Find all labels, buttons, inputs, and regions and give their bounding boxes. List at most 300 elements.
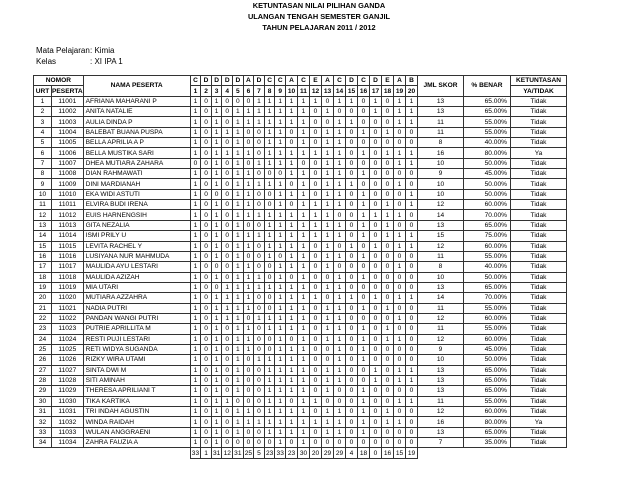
cell-answer[interactable]: 0: [346, 313, 358, 323]
cell-answer[interactable]: 1: [334, 293, 346, 303]
cell-answer[interactable]: 1: [394, 107, 406, 117]
cell-persen-benar[interactable]: 60.00%: [464, 313, 511, 323]
cell-jml-skor[interactable]: 10: [418, 179, 464, 189]
cell-answer[interactable]: 0: [382, 396, 394, 406]
cell-urt[interactable]: 2: [34, 107, 52, 117]
cell-answer[interactable]: 1: [286, 427, 298, 437]
cell-answer[interactable]: 0: [406, 127, 418, 137]
cell-answer[interactable]: 1: [233, 407, 244, 417]
cell-urt[interactable]: 5: [34, 138, 52, 148]
cell-answer[interactable]: 1: [264, 179, 275, 189]
cell-answer[interactable]: 0: [222, 407, 233, 417]
cell-answer[interactable]: 1: [334, 169, 346, 179]
cell-answer[interactable]: 1: [382, 231, 394, 241]
cell-answer[interactable]: 1: [275, 293, 286, 303]
cell-persen-benar[interactable]: 60.00%: [464, 334, 511, 344]
cell-answer[interactable]: 0: [346, 189, 358, 199]
cell-answer[interactable]: 1: [211, 220, 222, 230]
cell-jml-skor[interactable]: 13: [418, 282, 464, 292]
cell-ketuntasan[interactable]: Tidak: [511, 107, 567, 117]
cell-ketuntasan[interactable]: Tidak: [511, 407, 567, 417]
cell-answer[interactable]: 0: [346, 138, 358, 148]
cell-answer[interactable]: 1: [243, 241, 254, 251]
cell-total[interactable]: 33: [276, 449, 284, 457]
cell-answer[interactable]: 0: [346, 231, 358, 241]
cell-jml-skor[interactable]: 16: [418, 417, 464, 427]
cell-jml-skor[interactable]: 8: [418, 138, 464, 148]
cell-peserta[interactable]: 11005: [52, 138, 84, 148]
cell-answer[interactable]: 1: [286, 262, 298, 272]
cell-answer[interactable]: 1: [211, 355, 222, 365]
cell-answer[interactable]: 1: [370, 96, 382, 106]
cell-answer[interactable]: 1: [233, 158, 244, 168]
cell-answer[interactable]: 1: [254, 272, 265, 282]
cell-answer[interactable]: 0: [310, 324, 322, 334]
cell-answer[interactable]: 1: [243, 231, 254, 241]
cell-answer[interactable]: 1: [275, 189, 286, 199]
cell-answer[interactable]: 0: [406, 344, 418, 354]
cell-answer[interactable]: 1: [264, 313, 275, 323]
cell-answer[interactable]: 1: [346, 117, 358, 127]
cell-answer[interactable]: 1: [334, 220, 346, 230]
cell-answer[interactable]: 0: [370, 179, 382, 189]
cell-nama[interactable]: BELLA APRILIA A P: [83, 138, 190, 148]
cell-answer[interactable]: 0: [382, 96, 394, 106]
cell-answer[interactable]: 1: [190, 438, 201, 448]
cell-ketuntasan[interactable]: Tidak: [511, 231, 567, 241]
cell-answer[interactable]: 0: [310, 169, 322, 179]
cell-answer[interactable]: 1: [310, 210, 322, 220]
cell-answer[interactable]: 1: [211, 344, 222, 354]
cell-answer[interactable]: 0: [406, 407, 418, 417]
cell-answer[interactable]: 1: [286, 355, 298, 365]
cell-answer[interactable]: 1: [264, 386, 275, 396]
cell-answer[interactable]: 0: [406, 169, 418, 179]
cell-urt[interactable]: 1: [34, 96, 52, 106]
cell-answer[interactable]: 0: [201, 127, 212, 137]
cell-total[interactable]: 30: [298, 448, 310, 458]
cell-answer[interactable]: 1: [334, 231, 346, 241]
cell-answer[interactable]: 1: [346, 96, 358, 106]
cell-answer[interactable]: 1: [322, 303, 334, 313]
cell-answer[interactable]: 0: [394, 355, 406, 365]
cell-answer[interactable]: 0: [264, 189, 275, 199]
cell-answer[interactable]: 1: [190, 96, 201, 106]
cell-answer[interactable]: 1: [322, 189, 334, 199]
cell-peserta[interactable]: 11029: [52, 386, 84, 396]
cell-peserta[interactable]: 11001: [52, 96, 84, 106]
cell-answer[interactable]: 0: [254, 386, 265, 396]
cell-answer[interactable]: 1: [310, 231, 322, 241]
cell-answer[interactable]: 0: [406, 313, 418, 323]
cell-answer[interactable]: 0: [358, 438, 370, 448]
cell-answer[interactable]: 0: [243, 96, 254, 106]
cell-answer[interactable]: 1: [254, 313, 265, 323]
cell-answer[interactable]: 1: [211, 158, 222, 168]
cell-persen-benar[interactable]: 65.00%: [464, 220, 511, 230]
cell-jml-skor[interactable]: 13: [418, 107, 464, 117]
cell-answer[interactable]: 1: [286, 117, 298, 127]
cell-persen-benar[interactable]: 65.00%: [464, 107, 511, 117]
cell-urt[interactable]: 17: [34, 262, 52, 272]
cell-answer[interactable]: 1: [406, 158, 418, 168]
cell-persen-benar[interactable]: 65.00%: [464, 365, 511, 375]
cell-answer[interactable]: 1: [322, 375, 334, 385]
cell-answer[interactable]: 0: [233, 396, 244, 406]
cell-answer[interactable]: 1: [298, 96, 310, 106]
cell-answer[interactable]: 1: [298, 355, 310, 365]
cell-answer[interactable]: 1: [358, 324, 370, 334]
cell-answer[interactable]: 1: [286, 365, 298, 375]
cell-peserta[interactable]: 11026: [52, 355, 84, 365]
cell-answer[interactable]: 1: [243, 169, 254, 179]
cell-answer[interactable]: 1: [233, 107, 244, 117]
cell-urt[interactable]: 6: [34, 148, 52, 158]
cell-answer[interactable]: 1: [406, 231, 418, 241]
cell-answer[interactable]: 1: [264, 417, 275, 427]
cell-answer[interactable]: 1: [233, 179, 244, 189]
cell-answer[interactable]: 1: [286, 169, 298, 179]
cell-answer[interactable]: 1: [394, 158, 406, 168]
cell-answer[interactable]: 1: [382, 210, 394, 220]
cell-answer[interactable]: 1: [298, 127, 310, 137]
cell-answer[interactable]: 0: [243, 158, 254, 168]
cell-answer[interactable]: 0: [358, 158, 370, 168]
cell-answer[interactable]: 0: [201, 355, 212, 365]
cell-answer[interactable]: 0: [382, 138, 394, 148]
cell-answer[interactable]: 0: [406, 272, 418, 282]
cell-answer[interactable]: 1: [406, 241, 418, 251]
cell-answer[interactable]: 0: [201, 200, 212, 210]
cell-answer[interactable]: 1: [382, 324, 394, 334]
cell-jml-skor[interactable]: 13: [418, 220, 464, 230]
cell-answer[interactable]: 0: [222, 417, 233, 427]
cell-answer[interactable]: 0: [370, 417, 382, 427]
cell-urt[interactable]: 15: [34, 241, 52, 251]
cell-answer[interactable]: 0: [394, 169, 406, 179]
cell-answer[interactable]: 0: [382, 262, 394, 272]
cell-answer[interactable]: 1: [322, 241, 334, 251]
cell-urt[interactable]: 10: [34, 189, 52, 199]
cell-answer[interactable]: 1: [233, 220, 244, 230]
cell-answer[interactable]: 0: [222, 189, 233, 199]
cell-answer[interactable]: 0: [201, 107, 212, 117]
cell-answer[interactable]: 1: [298, 407, 310, 417]
cell-nama[interactable]: BALEBAT BUANA PUSPA: [83, 127, 190, 137]
cell-answer[interactable]: 0: [254, 438, 265, 448]
cell-answer[interactable]: 1: [243, 262, 254, 272]
cell-answer[interactable]: 1: [358, 210, 370, 220]
cell-answer[interactable]: 1: [275, 272, 286, 282]
cell-answer[interactable]: 1: [322, 138, 334, 148]
cell-answer[interactable]: 0: [382, 427, 394, 437]
cell-answer[interactable]: 1: [243, 210, 254, 220]
cell-answer[interactable]: 0: [243, 355, 254, 365]
cell-answer[interactable]: 1: [190, 220, 201, 230]
cell-answer[interactable]: 0: [201, 386, 212, 396]
cell-peserta[interactable]: 11034: [52, 438, 84, 448]
cell-answer[interactable]: 1: [264, 375, 275, 385]
cell-answer[interactable]: 0: [201, 427, 212, 437]
cell-answer[interactable]: 1: [394, 210, 406, 220]
cell-ketuntasan[interactable]: Tidak: [511, 210, 567, 220]
cell-answer[interactable]: 1: [211, 324, 222, 334]
cell-answer[interactable]: 1: [394, 396, 406, 406]
cell-answer[interactable]: 1: [334, 127, 346, 137]
cell-answer[interactable]: 0: [394, 324, 406, 334]
cell-answer[interactable]: 0: [394, 438, 406, 448]
cell-answer[interactable]: 0: [346, 365, 358, 375]
cell-answer[interactable]: 1: [275, 179, 286, 189]
cell-jml-skor[interactable]: 11: [418, 396, 464, 406]
cell-answer[interactable]: 0: [201, 303, 212, 313]
cell-answer[interactable]: 1: [254, 355, 265, 365]
cell-total[interactable]: 33: [191, 449, 200, 457]
cell-answer[interactable]: 1: [222, 293, 233, 303]
cell-answer[interactable]: 1: [382, 303, 394, 313]
cell-answer[interactable]: 0: [346, 334, 358, 344]
cell-answer[interactable]: 0: [346, 386, 358, 396]
cell-answer[interactable]: 0: [243, 251, 254, 261]
cell-answer[interactable]: 1: [211, 241, 222, 251]
cell-answer[interactable]: 0: [358, 375, 370, 385]
cell-persen-benar[interactable]: 40.00%: [464, 262, 511, 272]
cell-ketuntasan[interactable]: Tidak: [511, 220, 567, 230]
cell-jml-skor[interactable]: 12: [418, 313, 464, 323]
cell-answer[interactable]: 0: [382, 169, 394, 179]
cell-answer[interactable]: 1: [358, 169, 370, 179]
cell-nama[interactable]: ISMI PRILY U: [83, 231, 190, 241]
cell-nama[interactable]: TRI INDAH AGUSTIN: [83, 407, 190, 417]
cell-answer[interactable]: 1: [334, 344, 346, 354]
cell-answer[interactable]: 0: [254, 396, 265, 406]
cell-answer[interactable]: 1: [243, 282, 254, 292]
cell-answer[interactable]: 1: [298, 200, 310, 210]
cell-answer[interactable]: 0: [346, 169, 358, 179]
cell-answer[interactable]: 0: [382, 251, 394, 261]
cell-answer[interactable]: 0: [310, 427, 322, 437]
cell-answer[interactable]: 1: [264, 282, 275, 292]
cell-answer[interactable]: 0: [382, 117, 394, 127]
cell-answer[interactable]: 0: [286, 127, 298, 137]
cell-peserta[interactable]: 11009: [52, 179, 84, 189]
cell-answer[interactable]: 1: [211, 179, 222, 189]
cell-answer[interactable]: 0: [382, 313, 394, 323]
cell-answer[interactable]: 1: [322, 200, 334, 210]
cell-answer[interactable]: 1: [264, 355, 275, 365]
cell-peserta[interactable]: 11028: [52, 375, 84, 385]
cell-answer[interactable]: 1: [264, 241, 275, 251]
cell-answer[interactable]: 1: [190, 231, 201, 241]
cell-peserta[interactable]: 11008: [52, 169, 84, 179]
cell-nama[interactable]: PUTRIE APRILLITA M: [83, 324, 190, 334]
cell-peserta[interactable]: 11003: [52, 117, 84, 127]
cell-answer[interactable]: 1: [334, 251, 346, 261]
cell-answer[interactable]: 0: [222, 324, 233, 334]
cell-answer[interactable]: 1: [382, 334, 394, 344]
cell-answer[interactable]: 0: [222, 262, 233, 272]
cell-answer[interactable]: 0: [286, 334, 298, 344]
cell-answer[interactable]: 0: [346, 210, 358, 220]
cell-answer[interactable]: 0: [358, 107, 370, 117]
cell-total[interactable]: 23: [265, 449, 274, 457]
cell-ketuntasan[interactable]: Tidak: [511, 179, 567, 189]
cell-answer[interactable]: 1: [298, 117, 310, 127]
cell-answer[interactable]: 1: [298, 438, 310, 448]
cell-answer[interactable]: 0: [346, 355, 358, 365]
cell-answer[interactable]: 1: [334, 148, 346, 158]
cell-total[interactable]: 0: [370, 448, 382, 458]
cell-answer[interactable]: 1: [211, 231, 222, 241]
cell-answer[interactable]: 1: [190, 427, 201, 437]
cell-answer[interactable]: 1: [243, 179, 254, 189]
cell-answer[interactable]: 0: [310, 407, 322, 417]
cell-answer[interactable]: 0: [394, 127, 406, 137]
cell-answer[interactable]: 0: [370, 200, 382, 210]
cell-answer[interactable]: 0: [346, 303, 358, 313]
cell-answer[interactable]: 0: [310, 344, 322, 354]
cell-answer[interactable]: 1: [233, 417, 244, 427]
cell-answer[interactable]: 0: [201, 324, 212, 334]
cell-answer[interactable]: 0: [222, 251, 233, 261]
cell-urt[interactable]: 30: [34, 396, 52, 406]
cell-answer[interactable]: 1: [190, 117, 201, 127]
cell-answer[interactable]: 0: [406, 210, 418, 220]
cell-answer[interactable]: 0: [254, 241, 265, 251]
cell-answer[interactable]: 1: [286, 251, 298, 261]
cell-answer[interactable]: 1: [243, 324, 254, 334]
cell-answer[interactable]: 1: [211, 138, 222, 148]
cell-answer[interactable]: 0: [201, 375, 212, 385]
cell-answer[interactable]: 1: [275, 231, 286, 241]
cell-answer[interactable]: 1: [286, 148, 298, 158]
cell-answer[interactable]: 0: [322, 396, 334, 406]
cell-peserta[interactable]: 11020: [52, 293, 84, 303]
cell-nama[interactable]: THERESA APRILIANI T: [83, 386, 190, 396]
cell-answer[interactable]: 0: [406, 355, 418, 365]
cell-answer[interactable]: 0: [346, 251, 358, 261]
cell-peserta[interactable]: 11033: [52, 427, 84, 437]
cell-answer[interactable]: 1: [222, 148, 233, 158]
cell-answer[interactable]: 0: [382, 107, 394, 117]
cell-answer[interactable]: 1: [298, 334, 310, 344]
cell-answer[interactable]: 0: [310, 107, 322, 117]
cell-persen-benar[interactable]: 80.00%: [464, 417, 511, 427]
cell-answer[interactable]: 0: [370, 407, 382, 417]
cell-answer[interactable]: 1: [406, 200, 418, 210]
cell-answer[interactable]: 1: [233, 148, 244, 158]
cell-ketuntasan[interactable]: Tidak: [511, 282, 567, 292]
cell-answer[interactable]: 1: [233, 127, 244, 137]
cell-answer[interactable]: 0: [201, 262, 212, 272]
cell-jml-skor[interactable]: 13: [418, 427, 464, 437]
cell-persen-benar[interactable]: 55.00%: [464, 324, 511, 334]
cell-answer[interactable]: 0: [310, 386, 322, 396]
cell-answer[interactable]: 0: [406, 303, 418, 313]
cell-answer[interactable]: 1: [211, 313, 222, 323]
cell-answer[interactable]: 1: [233, 313, 244, 323]
cell-answer[interactable]: 1: [298, 282, 310, 292]
cell-nama[interactable]: RESTI PUJI LESTARI: [83, 334, 190, 344]
cell-persen-benar[interactable]: 40.00%: [464, 138, 511, 148]
cell-total[interactable]: 20: [310, 448, 322, 458]
cell-answer[interactable]: 1: [358, 386, 370, 396]
cell-answer[interactable]: 0: [243, 427, 254, 437]
cell-nama[interactable]: TIKA KARTIKA: [83, 396, 190, 406]
cell-answer[interactable]: 1: [370, 107, 382, 117]
cell-persen-benar[interactable]: 80.00%: [464, 148, 511, 158]
cell-answer[interactable]: 1: [358, 407, 370, 417]
cell-answer[interactable]: 1: [211, 407, 222, 417]
cell-nama[interactable]: DHEA MUTIARA ZAHARA: [83, 158, 190, 168]
cell-answer[interactable]: 1: [334, 117, 346, 127]
cell-answer[interactable]: 1: [190, 127, 201, 137]
cell-answer[interactable]: 1: [298, 179, 310, 189]
cell-answer[interactable]: 1: [322, 282, 334, 292]
cell-answer[interactable]: 1: [346, 293, 358, 303]
cell-ketuntasan[interactable]: Tidak: [511, 324, 567, 334]
cell-answer[interactable]: 1: [190, 272, 201, 282]
cell-answer[interactable]: 1: [334, 324, 346, 334]
cell-nama[interactable]: PANDAN WANGI PUTRI: [83, 313, 190, 323]
cell-answer[interactable]: 1: [233, 334, 244, 344]
cell-answer[interactable]: 0: [322, 293, 334, 303]
cell-answer[interactable]: 1: [322, 231, 334, 241]
cell-total[interactable]: 29: [334, 448, 346, 458]
cell-answer[interactable]: 1: [190, 189, 201, 199]
cell-nama[interactable]: LUSIYANA NUR MAHMUDA: [83, 251, 190, 261]
cell-answer[interactable]: 0: [254, 375, 265, 385]
cell-answer[interactable]: 1: [406, 107, 418, 117]
cell-answer[interactable]: 0: [222, 375, 233, 385]
cell-jml-skor[interactable]: 11: [418, 127, 464, 137]
cell-answer[interactable]: 1: [310, 200, 322, 210]
cell-answer[interactable]: 0: [222, 241, 233, 251]
cell-answer[interactable]: 1: [190, 251, 201, 261]
cell-answer[interactable]: 1: [264, 210, 275, 220]
cell-answer[interactable]: 1: [370, 210, 382, 220]
cell-answer[interactable]: 0: [201, 117, 212, 127]
cell-answer[interactable]: 0: [394, 282, 406, 292]
cell-answer[interactable]: 1: [243, 334, 254, 344]
cell-urt[interactable]: 12: [34, 210, 52, 220]
cell-answer[interactable]: 1: [346, 241, 358, 251]
cell-answer[interactable]: 0: [382, 189, 394, 199]
cell-answer[interactable]: 1: [358, 272, 370, 282]
cell-answer[interactable]: 1: [298, 365, 310, 375]
cell-peserta[interactable]: 11032: [52, 417, 84, 427]
cell-answer[interactable]: 1: [190, 138, 201, 148]
cell-peserta[interactable]: 11015: [52, 241, 84, 251]
cell-answer[interactable]: 1: [275, 407, 286, 417]
cell-answer[interactable]: 0: [370, 138, 382, 148]
cell-jml-skor[interactable]: 14: [418, 210, 464, 220]
cell-answer[interactable]: 0: [370, 313, 382, 323]
cell-answer[interactable]: 1: [254, 282, 265, 292]
cell-nama[interactable]: SINTA DWI M: [83, 365, 190, 375]
cell-answer[interactable]: 0: [243, 375, 254, 385]
cell-answer[interactable]: 0: [254, 334, 265, 344]
cell-answer[interactable]: 0: [370, 117, 382, 127]
cell-answer[interactable]: 1: [322, 262, 334, 272]
cell-answer[interactable]: 1: [211, 427, 222, 437]
cell-answer[interactable]: 0: [254, 127, 265, 137]
cell-answer[interactable]: 0: [406, 262, 418, 272]
cell-answer[interactable]: 0: [334, 396, 346, 406]
cell-answer[interactable]: 0: [286, 396, 298, 406]
cell-persen-benar[interactable]: 55.00%: [464, 127, 511, 137]
cell-nama[interactable]: SITI AMINAH: [83, 375, 190, 385]
